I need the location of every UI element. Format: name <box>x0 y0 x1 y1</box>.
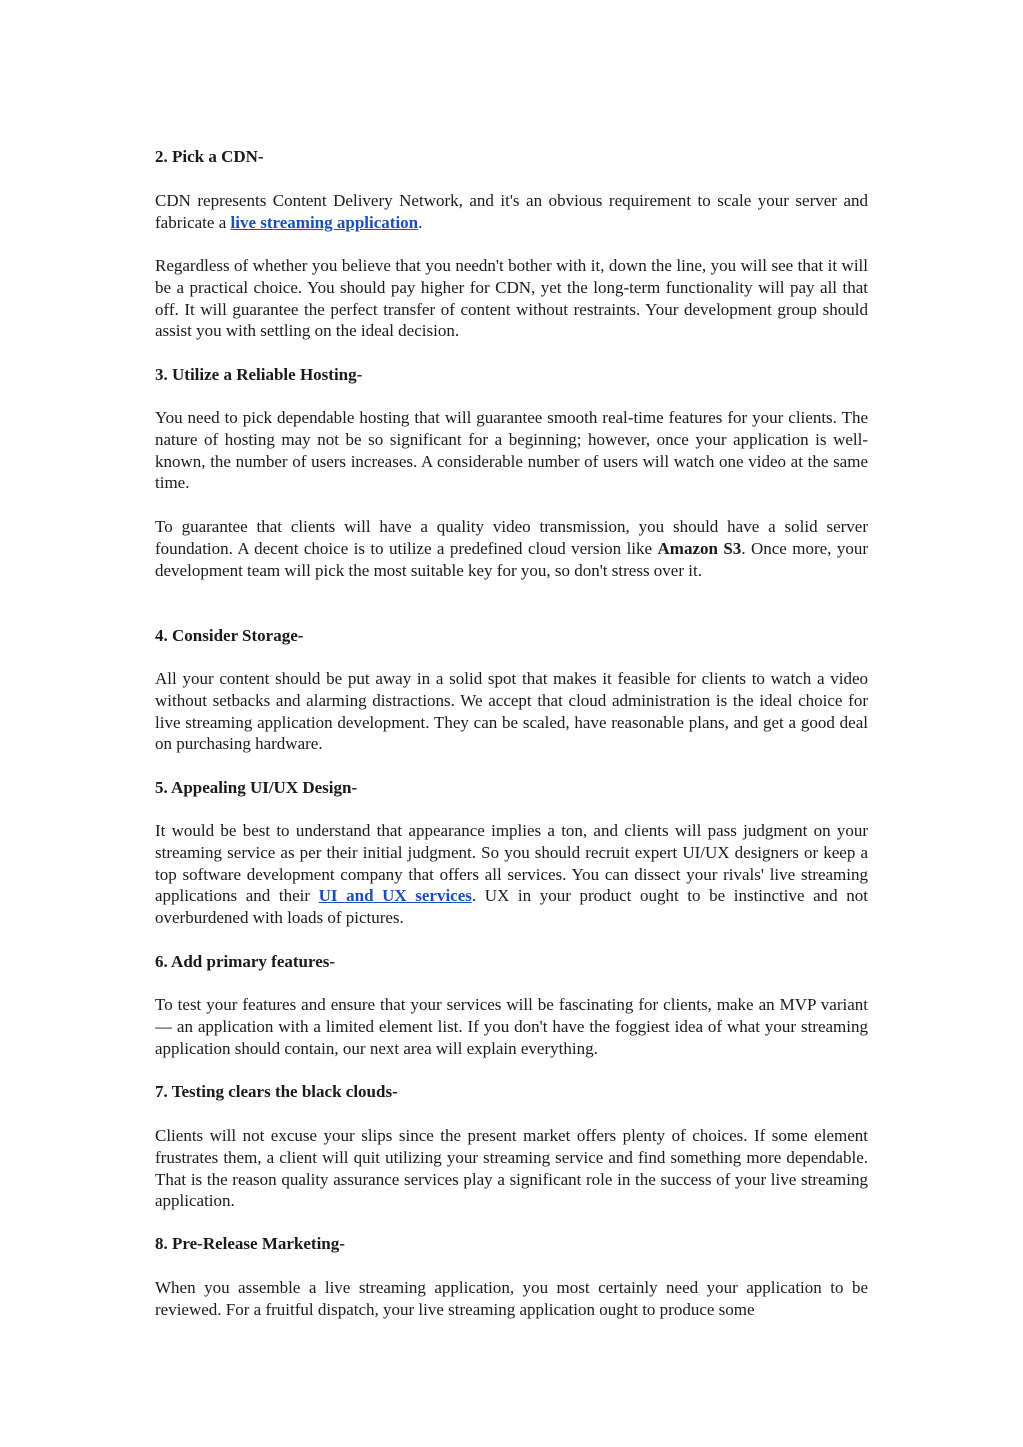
paragraph-cdn-detail: Regardless of whether you believe that you needn't bother with it, down the line, you will see that it will be a practical choice. You should pay higher for CDN, yet the long-term functionality will pay all that off. It will guarantee the perfect transfer of content without restraints. Your development group should assist you with settling on the ideal decision. <box>155 256 868 341</box>
section-heading-cdn: 2. Pick a CDN- <box>155 147 264 166</box>
amazon-s3-text: Amazon S3 <box>657 538 742 558</box>
section-heading-features: 6. Add primary features- <box>155 952 336 971</box>
paragraph-hosting-detail <box>155 516 868 581</box>
text-span: To guarantee that clients will have a quality video transmission, you should have a solid server foundation. A decent choice is to utilize a predefined cloud version like <box>155 517 868 558</box>
paragraph-storage: All your content should be put away in a solid spot that makes it feasible for clients to watch a video without setbacks and alarming distractions. We accept that cloud administration is the ideal choice for live streaming application development. They can be scaled, have reasonable plans, and get a good deal on purchasing hardware. <box>155 669 868 754</box>
live-streaming-application-link[interactable]: live streaming application <box>230 212 419 232</box>
text-span: . UX in your product ought to be instinctive and not overburdened with loads of pictures. <box>155 886 868 928</box>
section-heading-design: 5. Appealing UI/UX Design- <box>155 778 358 797</box>
text-span: . <box>418 212 423 232</box>
paragraph-testing: Clients will not excuse your slips since the present market offers plenty of choices. If some element frustrates them, a client will quit utilizing your streaming service and find something more dependable. That is the reason quality assurance services play a significant role in the success of your live streaming application. <box>155 1126 868 1211</box>
paragraph-features: To test your features and ensure that your services will be fascinating for clients, make an MVP variant — an application with a limited element list. If you don't have the foggiest idea of what your streaming application should contain, our next area will explain everything. <box>155 995 868 1058</box>
section-heading-hosting: 3. Utilize a Reliable Hosting- <box>155 365 363 384</box>
section-heading-testing: 7. Testing clears the black clouds- <box>155 1082 398 1101</box>
paragraph-cdn-intro <box>155 190 868 234</box>
paragraph-hosting-intro: You need to pick dependable hosting that will guarantee smooth real-time features for your clients. The nature of hosting may not be so significant for a beginning; however, once your application is well-known, the number of users increases. A considerable number of users will watch one video at the same time. <box>155 408 868 493</box>
ui-ux-services-link[interactable]: UI and UX services <box>318 886 472 906</box>
section-heading-marketing: 8. Pre-Release Marketing- <box>155 1234 345 1253</box>
text-span: . Once more, your development team will pick the most suitable key for you, so don't stress over it. <box>155 538 868 580</box>
section-heading-storage: 4. Consider Storage- <box>155 626 304 645</box>
text-span: CDN represents Content Delivery Network, and it's an obvious requirement to scale your server and fabricate a <box>155 191 868 232</box>
paragraph-design <box>155 820 868 929</box>
text-span: It would be best to understand that appearance implies a ton, and clients will pass judgment on your streaming service as per their initial judgment. So you should recruit expert UI/UX designers or keep a top software development company that offers all services. You can dissect your rivals' live streaming applications and their <box>155 821 868 906</box>
paragraph-marketing: When you assemble a live streaming application, you most certainly need your application to be reviewed. For a fruitful dispatch, your live streaming application ought to produce some <box>155 1278 868 1319</box>
